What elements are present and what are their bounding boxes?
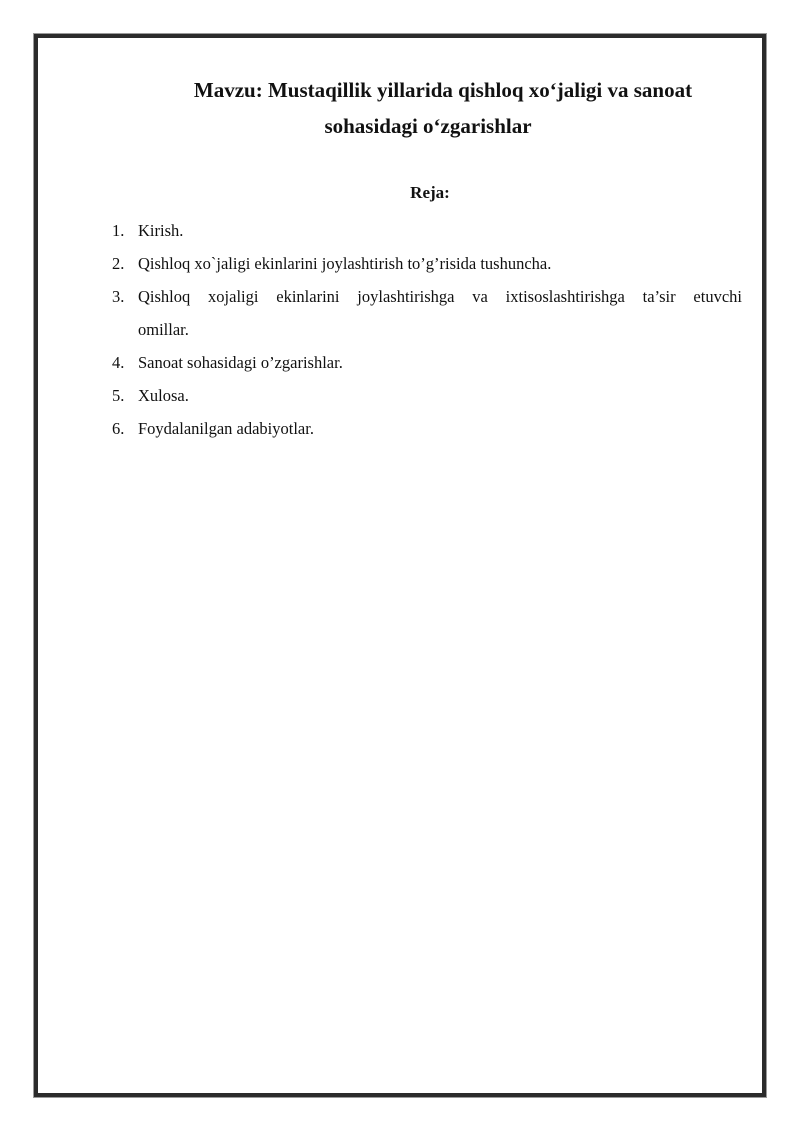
title-line-1: Mavzu: Mustaqillik yillarida qishloq xo‘jaligi va sanoat (193, 78, 693, 102)
list-item-number: 5. (112, 386, 125, 405)
list-item-text-line-1: Qishloq xojaligi ekinlarini joylashtirishga va ixtisoslashtirishga ta’sir etuvchi (138, 287, 742, 306)
plan-heading: Reja: (410, 183, 450, 202)
list-item-number: 4. (112, 353, 125, 372)
list-item-number: 6. (112, 419, 125, 438)
list-item (112, 214, 742, 247)
list-item-number: 1. (112, 221, 125, 240)
list-item (112, 346, 742, 379)
list-item-text: Xulosa. (138, 386, 189, 405)
list-item-number: 3. (112, 287, 125, 306)
list-item-text: Kirish. (138, 221, 184, 240)
list-item-number: 2. (112, 254, 125, 273)
list-item (112, 247, 742, 280)
list-item (112, 280, 742, 346)
document-title (150, 72, 706, 144)
list-item (112, 412, 742, 445)
list-item (112, 379, 742, 412)
list-item-text: Qishloq xo`jaligi ekinlarini joylashtirish to’g’risida tushuncha. (138, 254, 552, 273)
plan-list (112, 214, 742, 445)
title-line-2: sohasidagi o‘zgarishlar (324, 114, 532, 138)
list-item-text: Foydalanilgan adabiyotlar. (138, 419, 314, 438)
list-item-text: Sanoat sohasidagi o’zgarishlar. (138, 353, 343, 372)
list-item-text (138, 280, 742, 346)
list-item-text-line-2: omillar. (138, 320, 189, 339)
